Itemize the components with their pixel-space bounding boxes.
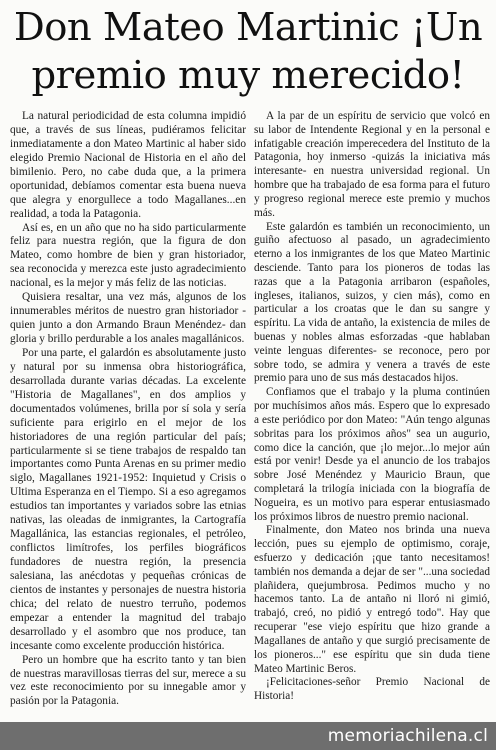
watermark-text: memoriachilena.cl — [327, 726, 488, 746]
paragraph: La natural periodicidad de esta columna impidió que, a través de sus líneas, pudiéramos felicitar inmediatamente a don Mateo Martinic al haber sido elegido Premio Nacional de Historia en el año del bimilenio. Pero, no cabe duda que, a la primera oportunidad, debíamos comentar esta buena nueva que alegra y enorgullece a todo Magallanes...en realidad, a toda la Patagonia. — [10, 110, 246, 220]
article-headline — [0, 4, 496, 100]
paragraph: Quisiera resaltar, una vez más, algunos de los innumerables méritos de nuestro gran historiador -quien junto a don Armando Braun Menéndez- dan gloria y brillo perdurable a los anales magallánicos. — [10, 291, 246, 345]
paragraph: ¡Felicitaciones-señor Premio Nacional de Historia! — [254, 676, 490, 703]
paragraph: Pero un hombre que ha escrito tanto y tan bien de nuestras maravillosas tierras del sur, merece a su vez este reconocimiento por su innegable amor y pasión por la Patagonia. — [10, 653, 246, 708]
headline-line-2: premio muy merecido! — [31, 53, 465, 98]
headline-line-1: Don Mateo Martinic ¡Un — [13, 5, 483, 50]
article-column-1 — [10, 110, 246, 709]
paragraph: Así es, en un año que no ha sido particularmente feliz para nuestra región, que la figura de don Mateo, como hombre de bien y gran historiador, sea reconocida y merezca este justo agradecimiento nacional, es la mejor y más feliz de las noticias. — [10, 221, 246, 290]
paragraph: Confiamos que el trabajo y la pluma continúen por muchísimos años más. Espero que lo expresado a este periódico por don Mateo: "Aún tengo algunas sobritas para los próximos años" sea un augurio, como dice la canción, que ¡lo mejor...lo mejor aún está por venir! Desde ya el anuncio de los trabajos sobre José Menéndez y Mauricio Braun, que completará la trilogía iniciada con la biografía de Nogueira, es un motivo para esperar entusiasmado los próximos libros de nuestro premio nacional. — [254, 386, 490, 523]
paragraph: Este galardón es también un reconocimiento, un guiño afectuoso al pasado, un agradecimiento eterno a los inmigrantes de los que Mateo Martinic desciende. Tanto para los pioneros de todas las razas que a la Patagonia arribaron (españoles, ingleses, italianos, suizos, y cien más), como en particular a los croatas que le dan su sangre y espíritu. La vida de antaño, la existencia de miles de buenas y nobles almas esforzadas -que hablaban veinte lenguas diferentes- se reconoce, pero por sobre todo, se admira y venera a través de este premio para uno de sus más destacados hijos. — [254, 220, 490, 385]
paragraph: Por una parte, el galardón es absolutamente justo y natural por su inmensa obra historiográfica, desarrollada durante varias décadas. La excelente "Historia de Magallanes", en dos amplios y documentados volúmenes, brilla por sí sola y sería suficiente para erigirlo en el mejor de los historiadores de una región particular del país; particularmente si se tiene trabajos de respaldo tan importantes como Punta Arenas en su primer medio siglo, Magallanes 1921-1952: Inquietud y Crisis o Ultima Esperanza en el Tiempo. Si a eso agregamos estudios tan importantes y variados sobre las etnias nativas, las oleadas de inmigrantes, la Cartografía Magallánica, las estancias regionales, el petróleo, conflictos limítrofes, los perfiles biográficos fundadores de nuestra región, la presencia salesiana, las anécdotas y pequeñas crónicas de cientos de instantes y personajes de nuestra historia chica; del relato de nuestro terruño, podemos empezar a entender la magnitud del trabajo desarrollado y el asombro que nos produce, tan incesante como excelente producción histórica. — [10, 346, 246, 652]
paragraph: Finalmente, don Mateo nos brinda una nueva lección, pues su ejemplo de optimismo, coraje, esfuerzo y dedicación ¡que tanto necesitamos! también nos demanda a dejar de ser "...una sociedad plañidera, quejumbrosa. Pedimos mucho y no hacemos tanto. La de antaño ni lloró ni gimió, trabajó, creó, no pidió y entregó todo". Hay que recuperar "ese viejo espíritu que hizo grande a Magallanes de antaño y que surgió precisamente de los pioneros..." ese espíritu que sin duda tiene Mateo Martinic Beros. — [254, 524, 490, 675]
paragraph: A la par de un espíritu de servicio que volcó en su labor de Intendente Regional y en la personal e infatigable creación imperecedera del Instituto de la Patagonia, hoy inmerso -quizás la iniciativa más interesante- en nuestra universidad regional. Un hombre que ha trabajado de esa forma para el futuro y progreso regional merece este premio y muchos más. — [254, 110, 490, 219]
article-column-2 — [254, 110, 490, 704]
